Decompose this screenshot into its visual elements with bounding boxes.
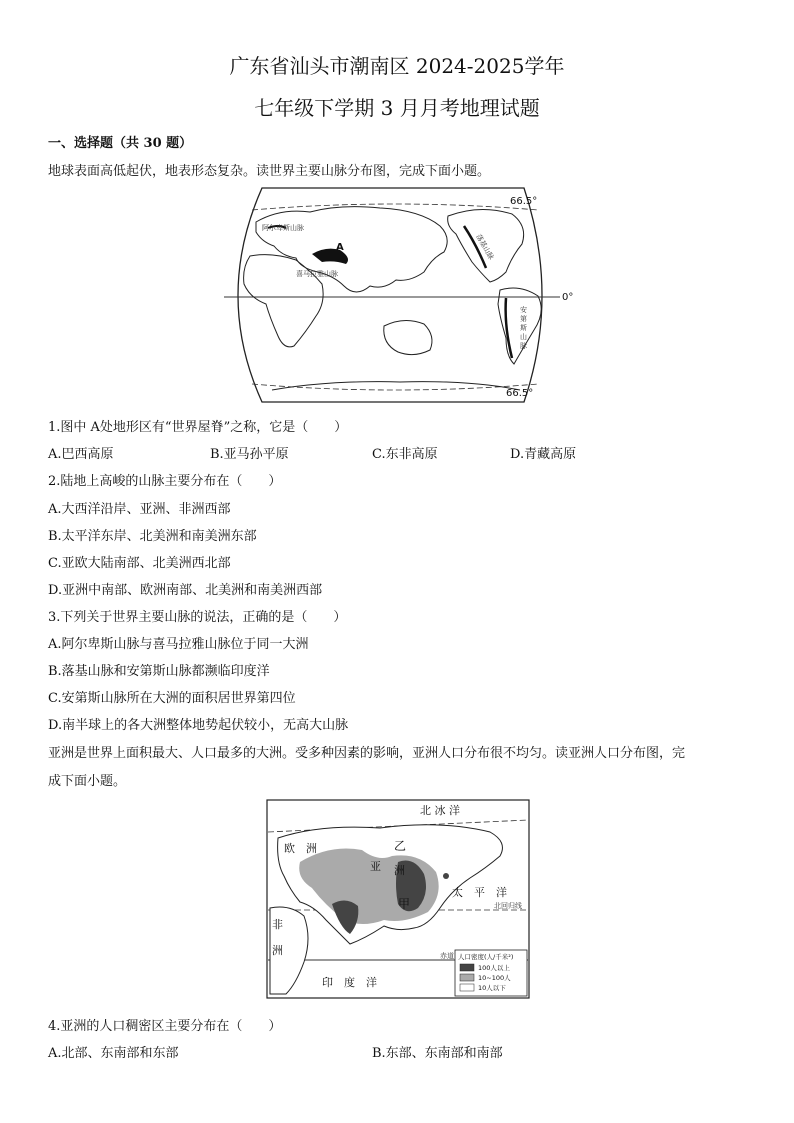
legend-title: 人口密度(人/千米²) xyxy=(458,953,514,961)
question-4-option-b: B.东部、东南部和南部 xyxy=(372,1046,503,1061)
label-europe: 欧 洲 xyxy=(284,842,317,855)
label-alps: 阿尔卑斯山脉 xyxy=(262,224,304,232)
label-africa-char-2: 洲 xyxy=(272,944,283,957)
question-3-option-d: D.南半球上的各大洲整体地势起伏较小，无高大山脉 xyxy=(48,718,349,733)
question-2-option-b: B.太平洋东岸、北美洲和南美洲东部 xyxy=(48,529,257,544)
section-heading: 一、选择题（共 30 题） xyxy=(48,136,193,151)
legend-swatch-medium xyxy=(460,974,474,981)
label-africa-char-1: 非 xyxy=(272,918,283,931)
label-point-a: A xyxy=(336,242,344,253)
legend-label-low: 10人以下 xyxy=(478,984,506,992)
asia-population-map xyxy=(0,798,794,1002)
map-frame xyxy=(238,188,542,402)
world-mountains-map xyxy=(0,186,794,406)
island-japan xyxy=(443,873,449,879)
question-3-option-b: B.落基山脉和安第斯山脉都濒临印度洋 xyxy=(48,664,270,679)
label-andes-char-4: 山 xyxy=(520,333,527,341)
legend-label-high: 100人以上 xyxy=(478,964,510,972)
label-andes-char-2: 第 xyxy=(520,315,527,323)
question-3-option-c: C.安第斯山脉所在大洲的面积居世界第四位 xyxy=(48,691,296,706)
label-indian-ocean: 印 度 洋 xyxy=(322,976,377,989)
label-andes-char-5: 脉 xyxy=(520,342,527,350)
document-title-line1: 广东省汕头市潮南区 2024-2025学年 xyxy=(229,54,565,78)
question-2-option-a: A.大西洋沿岸、亚洲、非洲西部 xyxy=(48,502,231,517)
question-2-stem: 2.陆地上高峻的山脉主要分布在（ ） xyxy=(48,474,282,489)
label-rockies: 落基山脉 xyxy=(474,233,496,262)
intro-paragraph-asia-line1: 亚洲是世界上面积最大、人口最多的大洲。受多种因素的影响，亚洲人口分布很不均匀。读亚洲人口分布图，完 xyxy=(48,746,686,761)
question-2-option-c: C.亚欧大陆南部、北美洲西北部 xyxy=(48,556,231,571)
question-2-option-d: D.亚洲中南部、欧洲南部、北美洲和南美洲西部 xyxy=(48,583,323,598)
question-1-option-a: A.巴西高原 xyxy=(48,447,114,462)
label-yi: 乙 xyxy=(394,839,407,853)
label-pacific: 太 平 洋 xyxy=(452,886,507,899)
question-4-stem: 4.亚洲的人口稠密区主要分布在（ ） xyxy=(48,1019,282,1034)
label-himalaya: 喜马拉雅山脉 xyxy=(296,270,338,278)
question-1-option-c: C.东非高原 xyxy=(372,447,438,462)
question-3-option-a: A.阿尔卑斯山脉与喜马拉雅山脉位于同一大洲 xyxy=(48,637,309,652)
question-1-stem: 1.图中 A处地形区有“世界屋脊”之称，它是（ ） xyxy=(48,420,348,435)
label-asia-char-2: 洲 xyxy=(394,864,405,877)
label-lat-66-south: 66.5° xyxy=(506,388,534,399)
label-tropic: 北回归线 xyxy=(494,902,522,910)
question-1-option-d: D.青藏高原 xyxy=(510,447,577,462)
document-title-line2: 七年级下学期 3 月月考地理试题 xyxy=(254,96,540,120)
legend-label-medium: 10~100人 xyxy=(478,974,511,982)
intro-paragraph-asia-line2: 成下面小题。 xyxy=(48,774,127,789)
intro-paragraph-mountains: 地球表面高低起伏，地表形态复杂。读世界主要山脉分布图，完成下面小题。 xyxy=(48,164,491,179)
legend-swatch-low xyxy=(460,984,474,991)
label-jia: 甲 xyxy=(398,897,411,911)
label-arctic-ocean: 北 冰 洋 xyxy=(420,804,460,817)
question-3-stem: 3.下列关于世界主要山脉的说法，正确的是（ ） xyxy=(48,610,347,625)
question-1-option-b: B.亚马孙平原 xyxy=(210,447,289,462)
question-4-option-a: A.北部、东南部和东部 xyxy=(48,1046,179,1061)
label-equator-0: 0° xyxy=(562,292,574,303)
legend-swatch-high xyxy=(460,964,474,971)
label-lat-66-north: 66.5° xyxy=(510,196,538,207)
label-asia-char-1: 亚 xyxy=(370,860,381,873)
label-andes-char-3: 斯 xyxy=(520,324,527,332)
label-equator: 赤道 xyxy=(440,952,454,960)
label-andes-char-1: 安 xyxy=(520,306,527,314)
